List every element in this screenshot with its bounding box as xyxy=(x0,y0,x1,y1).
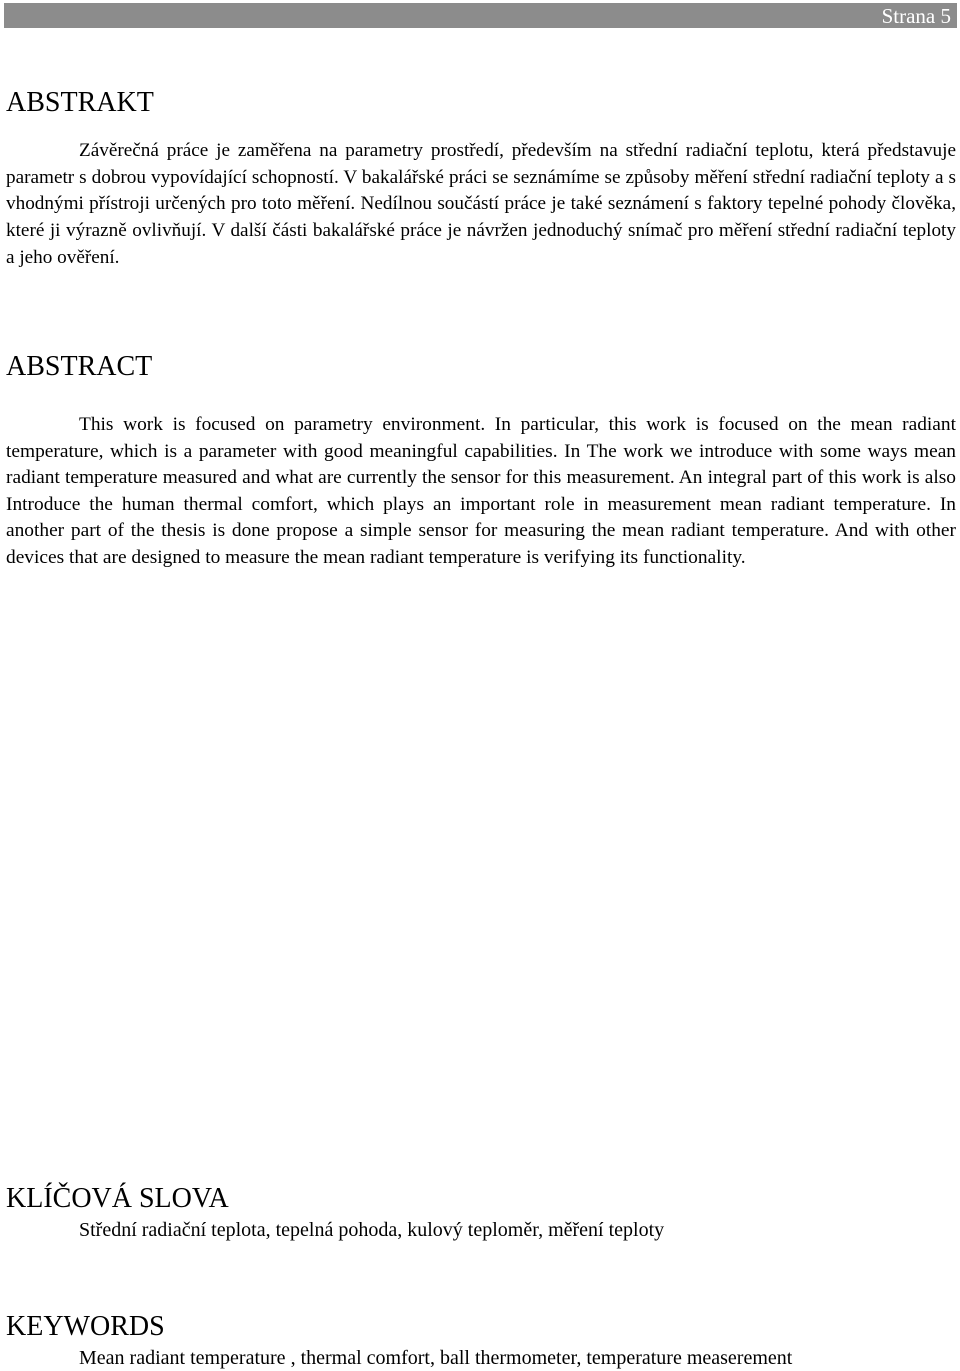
abstract-en-heading: ABSTRACT xyxy=(6,351,153,382)
keywords-cz-heading: KLÍČOVÁ SLOVA xyxy=(6,1183,229,1214)
page-header-bar xyxy=(4,3,957,28)
abstract-en-paragraph: This work is focused on parametry environment. In particular, this work is focused on the mean radiant temperature, which is a parameter with good meaningful capabilities. In The work we introduce with some ways mean radiant temperature measured and what are currently the sensor for this measurement. An integral part of this work is also Introduce the human thermal comfort, which plays an important role in measurement mean radiant temperature. In another part of the thesis is done propose a simple sensor for measuring the mean radiant temperature. And with other devices that are designed to measure the mean radiant temperature is verifying its functionality. xyxy=(6,414,956,568)
keywords-en-text: Mean radiant temperature , thermal comfort, ball thermometer, temperature measerement xyxy=(79,1347,793,1369)
page-number-label: Strana 5 xyxy=(881,4,951,28)
abstract-cz-heading: ABSTRAKT xyxy=(6,87,154,118)
abstract-cz-paragraph: Závěrečná práce je zaměřena na parametry prostředí, především na střední radiační teplotu, která představuje parametr s dobrou vypovídající schopností. V bakalářské práci se seznámíme se způsoby měření střední radiační teploty a s vhodnými přístroji určených pro toto měření. Nedílnou součástí práce je také seznámení s faktory tepelné pohody člověka, které ji výrazně ovlivňují. V další části bakalářské práce je návržen jednoduchý snímač pro měření střední radiační teploty a jeho ověření. xyxy=(6,140,956,268)
keywords-en-heading: KEYWORDS xyxy=(6,1311,165,1342)
keywords-cz-text: Střední radiační teplota, tepelná pohoda, kulový teploměr, měření teploty xyxy=(79,1219,665,1241)
